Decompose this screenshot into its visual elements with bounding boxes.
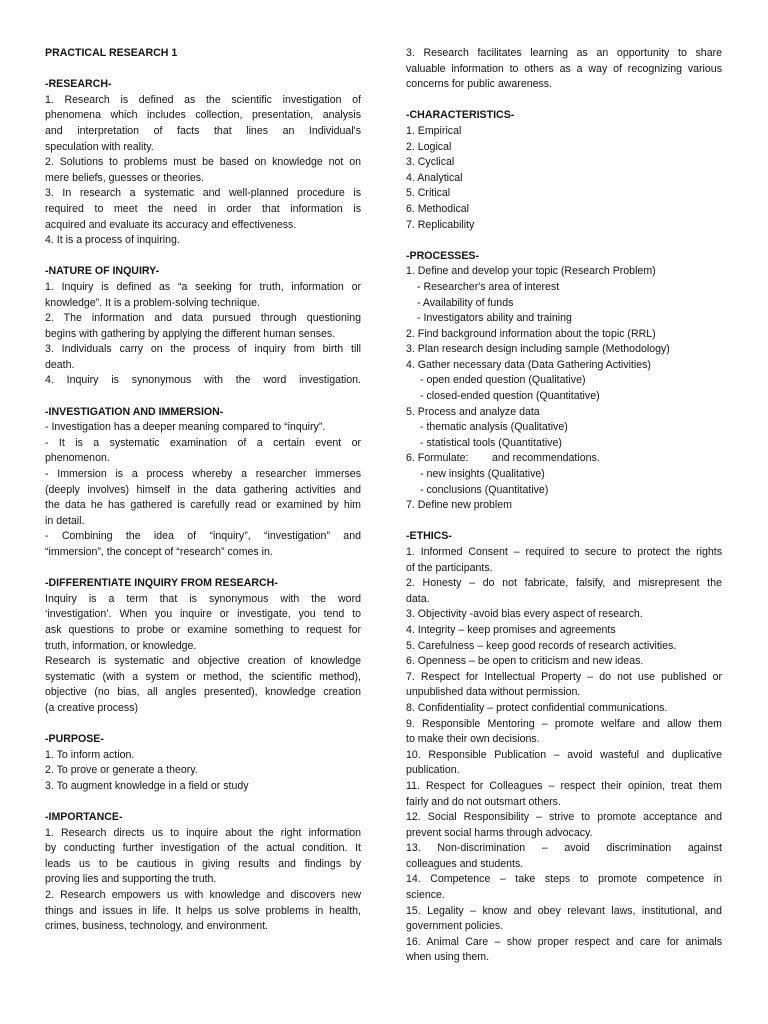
paragraph-line: 1. Inquiry is defined as “a seeking for truth, information or: [45, 280, 361, 293]
list-item: 6. Formulate: and recommendations.: [406, 452, 600, 465]
paragraph-line: 3. Research facilitates learning as an opportunity to share: [406, 47, 722, 59]
sub-list-item: - new insights (Qualitative): [420, 468, 545, 481]
paragraph-line: colleagues and students.: [406, 857, 524, 870]
list-item: 1. To inform action.: [45, 748, 135, 761]
list-item: 3. To augment knowledge in a field or study: [45, 779, 249, 792]
list-item: 7. Define new problem: [406, 499, 512, 512]
paragraph-line: things and issues in life. It helps us solve problems in health,: [45, 904, 361, 917]
paragraph-line: concerns for public awareness.: [406, 78, 553, 91]
paragraph-line: 4. It is a process of inquiring.: [45, 234, 180, 247]
paragraph-line: systematic (with a system or method, the scientific method),: [45, 670, 361, 683]
sub-list-item: - Researcher's area of interest: [417, 280, 560, 293]
paragraph-line: prevent social harms through advocacy.: [406, 826, 593, 839]
section-heading-characteristics: -CHARACTERISTICS-: [406, 109, 515, 122]
paragraph-line: ‘investigation’. When you inquire or investigate, you tend to: [45, 608, 361, 621]
paragraph-line: - Immersion is a process whereby a researcher immerses: [45, 468, 361, 481]
paragraph-line: - Combining the idea of “inquiry”, “investigation” and: [45, 530, 361, 543]
paragraph-line: 1. Research is defined as the scientific investigation of: [45, 93, 361, 106]
list-item: 4. Analytical: [406, 171, 463, 184]
list-item: 3. Plan research design including sample (Methodology): [406, 343, 670, 356]
sub-list-item: - statistical tools (Quantitative): [420, 436, 562, 449]
list-item: 2. Logical: [406, 140, 452, 153]
paragraph-line: of the participants.: [406, 561, 493, 574]
section-heading-purpose: -PURPOSE-: [45, 733, 104, 746]
section-heading-differentiate: -DIFFERENTIATE INQUIRY FROM RESEARCH-: [45, 577, 278, 590]
paragraph-line: acquired and evaluate its accuracy and effectiveness.: [45, 218, 297, 231]
paragraph-line: and interpretation of facts that lines an Individual's: [45, 124, 361, 137]
right-column: [406, 46, 722, 966]
paragraph-line: 9. Responsible Mentoring – promote welfare and allow them: [406, 717, 722, 730]
paragraph-line: - Investigation has a deeper meaning compared to “inquiry”.: [45, 421, 326, 434]
paragraph-line: 4. Integrity – keep promises and agreements: [406, 623, 616, 636]
paragraph-line: phenomenon.: [45, 452, 110, 465]
section-heading-nature-of-inquiry: -NATURE OF INQUIRY-: [45, 265, 160, 278]
left-column: [45, 46, 361, 935]
paragraph-line: 5. Carefulness – keep good records of research activities.: [406, 639, 677, 652]
paragraph-line: 2. Solutions to problems must be based on knowledge not on: [45, 156, 361, 169]
list-item: 2. Find background information about the topic (RRL): [406, 327, 656, 340]
paragraph-line: 8. Confidentiality – protect confidential communications.: [406, 701, 668, 714]
paragraph-line: publication.: [406, 764, 460, 777]
paragraph-line: required to meet the need in order that information is: [45, 202, 361, 215]
sub-list-item: - conclusions (Quantitative): [420, 483, 549, 496]
paragraph-line: 10. Responsible Publication – avoid wasteful and duplicative: [406, 748, 722, 761]
paragraph-line: 4. Inquiry is synonymous with the word investigation.: [45, 374, 361, 387]
list-item: 6. Methodical: [406, 202, 470, 215]
paragraph-line: Research is systematic and objective creation of knowledge: [45, 655, 361, 668]
section-heading-ethics: -ETHICS-: [406, 530, 452, 543]
paragraph-line: (a creative process): [45, 701, 139, 714]
paragraph-line: in detail.: [45, 514, 85, 527]
paragraph-line: by conducting further investigation of the actual condition. It: [45, 842, 361, 855]
paragraph-line: ask questions to probe or examine something to request for: [45, 623, 361, 636]
paragraph-line: 1. Research directs us to inquire about the right information: [45, 826, 361, 839]
paragraph-line: 3. Individuals carry on the process of inquiry from birth till: [45, 343, 361, 356]
section-heading-importance: -IMPORTANCE-: [45, 811, 123, 824]
sub-list-item: - Availability of funds: [417, 296, 514, 309]
paragraph-line: 11. Respect for Colleagues – respect their opinion, treat them: [406, 779, 722, 792]
list-item: 4. Gather necessary data (Data Gathering Activities): [406, 358, 651, 371]
paragraph-line: Inquiry is a term that is synonymous with the word: [45, 592, 361, 605]
paragraph-line: “immersion”, the concept of “research” comes in.: [45, 546, 273, 558]
paragraph-line: science.: [406, 889, 445, 902]
paragraph-line: data.: [406, 592, 430, 605]
paragraph-line: death.: [45, 358, 75, 371]
paragraph-line: the data he has gathered is carefully read or examined by him: [45, 499, 361, 512]
paragraph-line: valuable information to others as a way of recognizing various: [406, 62, 722, 75]
sub-list-item: - closed-ended question (Quantitative): [420, 390, 600, 403]
paragraph-line: 13. Non-discrimination – avoid discrimination against: [406, 842, 722, 855]
sub-list-item: - open ended question (Qualitative): [420, 374, 586, 387]
paragraph-line: (deeply involves) himself in the data gathering activities and: [45, 483, 361, 496]
paragraph-line: knowledge”. It is a problem-solving technique.: [45, 296, 260, 309]
paragraph-line: crimes, business, technology, and environment.: [45, 920, 268, 933]
paragraph-line: 2. The information and data pursued through questioning: [45, 312, 361, 325]
list-item: 7. Replicability: [406, 218, 475, 231]
paragraph-line: truth, information, or knowledge.: [45, 639, 197, 652]
paragraph-line: mere beliefs, guesses or theories.: [45, 171, 204, 184]
sub-list-item: - Investigators ability and training: [417, 312, 572, 325]
list-item: 5. Critical: [406, 187, 451, 200]
paragraph-line: 3. In research a systematic and well-planned procedure is: [45, 187, 361, 200]
paragraph-line: 2. Honesty – do not fabricate, falsify, and misrepresent the: [406, 577, 722, 590]
list-item: 1. Empirical: [406, 124, 462, 137]
list-item: 1. Define and develop your topic (Research Problem): [406, 265, 656, 278]
paragraph-line: 15. Legality – know and obey relevant laws, institutional, and: [406, 904, 722, 917]
paragraph-line: when using them.: [406, 951, 490, 964]
paragraph-line: 6. Openness – be open to criticism and new ideas.: [406, 655, 644, 668]
paragraph-line: begins with gathering by applying the different human senses.: [45, 327, 336, 340]
paragraph-line: leads us to be cautious in giving results and findings by: [45, 857, 361, 870]
paragraph-line: 3. Objectivity -avoid bias every aspect of research.: [406, 608, 643, 621]
paragraph-line: to make their own decisions.: [406, 733, 540, 746]
list-item: 2. To prove or generate a theory.: [45, 764, 198, 777]
paragraph-line: 14. Competence – take steps to promote competence in: [406, 873, 722, 886]
list-item: 3. Cyclical: [406, 156, 455, 169]
paragraph-line: 12. Social Responsibility – strive to promote acceptance and: [406, 811, 722, 824]
paragraph-line: 2. Research empowers us with knowledge and discovers new: [45, 889, 361, 902]
paragraph-line: proving lies and supporting the truth.: [45, 873, 217, 886]
paragraph-line: - It is a systematic examination of a certain event or: [45, 436, 361, 449]
paragraph-line: 7. Respect for Intellectual Property – do not use published or: [406, 670, 722, 683]
paragraph-line: government policies.: [406, 920, 504, 933]
list-item: 5. Process and analyze data: [406, 405, 540, 418]
paragraph-line: unpublished data without permission.: [406, 686, 581, 699]
paragraph-line: 1. Informed Consent – required to secure to protect the rights: [406, 546, 722, 558]
paragraph-line: 16. Animal Care – show proper respect and care for animals: [406, 935, 722, 948]
section-heading-processes: -PROCESSES-: [406, 249, 479, 262]
document-title: PRACTICAL RESEARCH 1: [45, 47, 178, 59]
paragraph-line: objective (no bias, all angles presented), knowledge creation: [45, 686, 361, 699]
paragraph-line: speculation with reality.: [45, 140, 154, 153]
paragraph-line: fairly and do not outsmart others.: [406, 795, 561, 808]
sub-list-item: - thematic analysis (Qualitative): [420, 421, 568, 434]
paragraph-line: phenomena which includes collection, presentation, analysis: [45, 109, 361, 122]
section-heading-research: -RESEARCH-: [45, 78, 112, 91]
section-heading-investigation-immersion: -INVESTIGATION AND IMMERSION-: [45, 405, 224, 418]
